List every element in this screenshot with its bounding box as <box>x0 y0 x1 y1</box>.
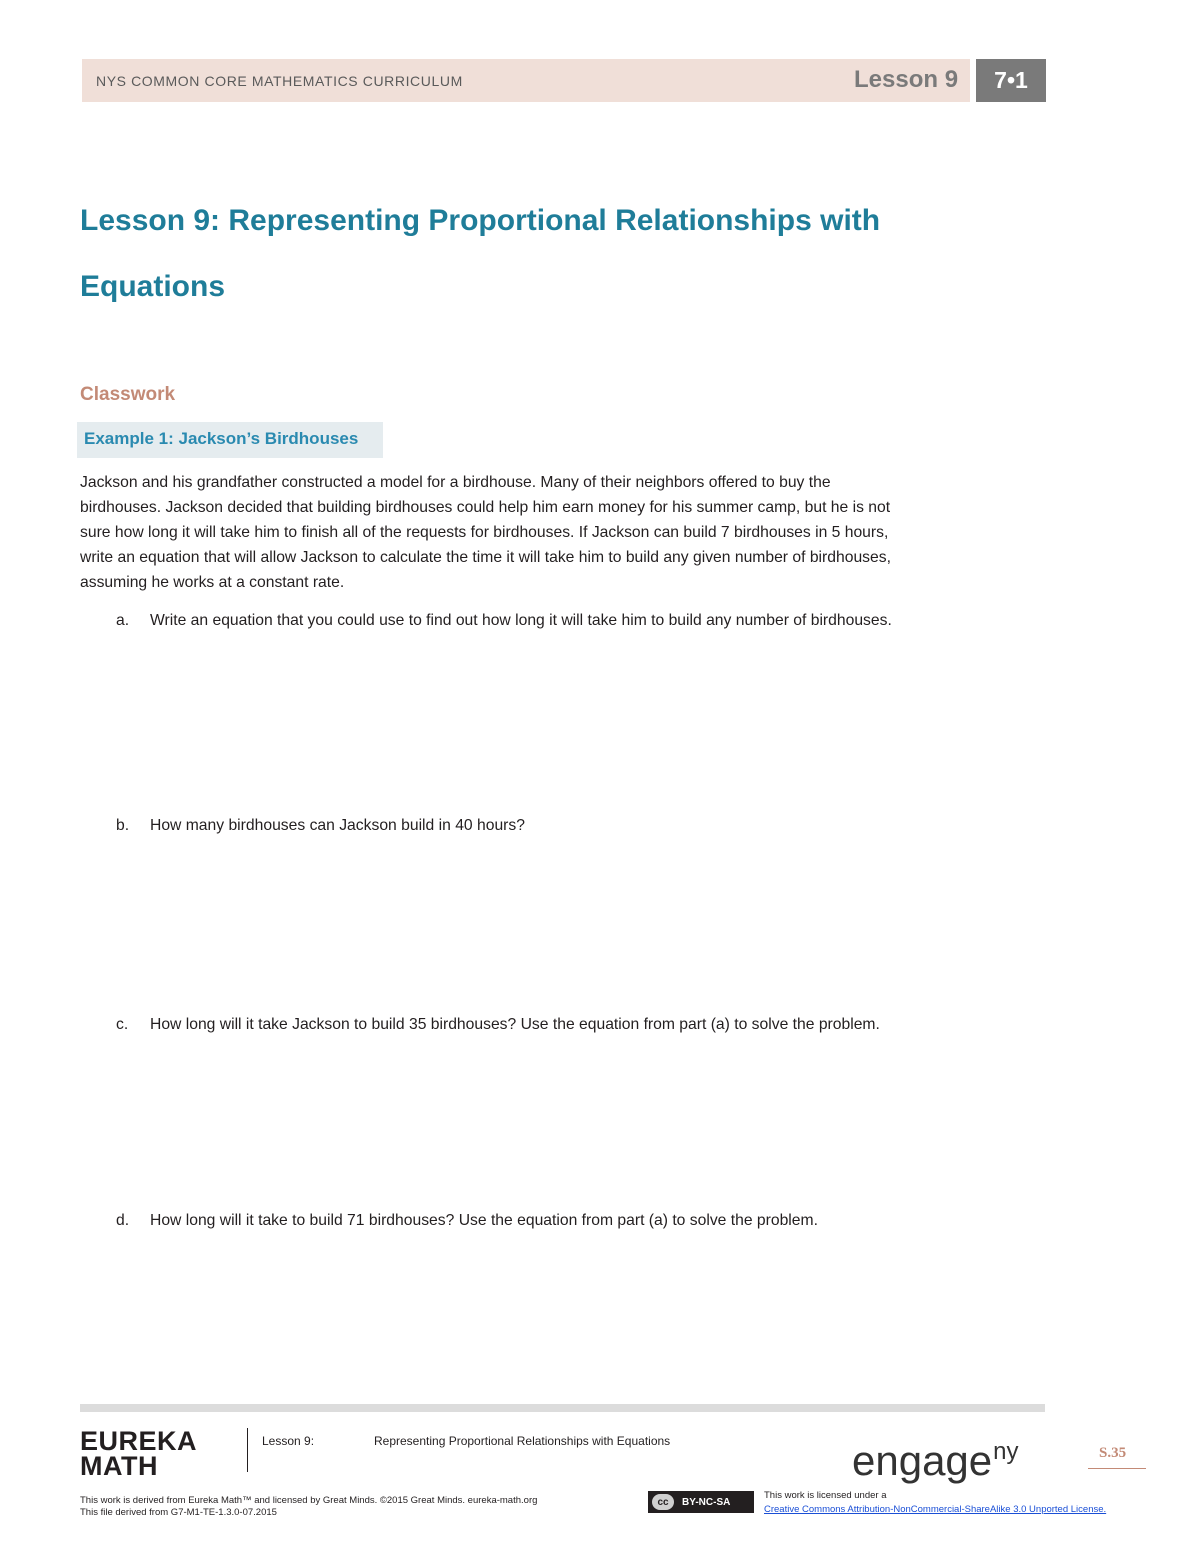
credit-line2: This file derived from G7-M1-TE-1.3.0-07.2015 <box>80 1507 277 1518</box>
classwork-heading: Classwork <box>80 384 176 405</box>
intro-paragraph <box>80 470 1040 595</box>
footer-topic: Representing Proportional Relationships with Equations <box>374 1434 671 1448</box>
question-label: a. <box>116 612 130 629</box>
license-text: This work is licensed under a <box>764 1490 887 1501</box>
question-label: b. <box>116 817 130 834</box>
question-label: c. <box>116 1016 129 1033</box>
logo-line2: MATH <box>80 1451 158 1481</box>
question-b <box>116 817 525 835</box>
page-number-underline <box>1088 1468 1146 1469</box>
footer-rule <box>80 1404 1045 1412</box>
cc-icon: cc <box>652 1494 674 1510</box>
cc-license-badge[interactable] <box>648 1491 754 1513</box>
engage-sup: ny <box>993 1438 1019 1465</box>
page-title-line2: Equations <box>80 270 226 303</box>
question-text: How long will it take to build 71 birdhouses? Use the equation from part (a) to solve the problem. <box>150 1212 818 1229</box>
example-heading: Example 1: Jackson’s Birdhouses <box>84 429 359 448</box>
logo-line1: EUREKA <box>80 1426 198 1456</box>
engage-text: engage <box>852 1437 993 1484</box>
header-lesson: Lesson 9 <box>854 66 959 93</box>
engageny-logo <box>852 1432 1019 1484</box>
curriculum-name: NYS COMMON CORE MATHEMATICS CURRICULUM <box>96 73 463 89</box>
page-number: S.35 <box>1099 1445 1127 1461</box>
page-title-line1: Lesson 9: Representing Proportional Relationships with <box>80 204 881 237</box>
question-c <box>116 1016 880 1034</box>
intro-line: write an equation that will allow Jackson to calculate the time it will take him to build any given number of birdhouses, <box>80 549 891 566</box>
intro-line: birdhouses. Jackson decided that building birdhouses could help him earn money for his summer camp, but he is not <box>80 499 891 516</box>
question-label: d. <box>116 1212 130 1229</box>
module-badge: 7•1 <box>976 59 1046 102</box>
footer-divider <box>247 1428 248 1472</box>
question-d <box>116 1212 818 1230</box>
question-text: Write an equation that you could use to find out how long it will take him to build any number of birdhouses. <box>150 612 892 629</box>
credit-line1: This work is derived from Eureka Math™ and licensed by Great Minds. ©2015 Great Minds. eureka-math.org <box>80 1495 538 1506</box>
intro-line: Jackson and his grandfather constructed a model for a birdhouse. Many of their neighbors offered to buy the <box>80 474 831 491</box>
license-link[interactable]: Creative Commons Attribution-NonCommercial-ShareAlike 3.0 Unported License. <box>764 1504 1107 1515</box>
footer-lesson: Lesson 9: <box>262 1434 315 1448</box>
question-text: How many birdhouses can Jackson build in 40 hours? <box>150 817 525 834</box>
question-text: How long will it take Jackson to build 35 birdhouses? Use the equation from part (a) to solve the problem. <box>150 1016 880 1033</box>
eureka-math-logo <box>80 1426 198 1481</box>
intro-line: assuming he works at a constant rate. <box>80 574 345 591</box>
intro-line: sure how long it will take him to finish all of the requests for birdhouses. If Jackson can build 7 birdhouses in 5 hours, <box>80 524 889 541</box>
question-a <box>116 612 892 630</box>
cc-badge-text: BY-NC-SA <box>682 1496 731 1508</box>
